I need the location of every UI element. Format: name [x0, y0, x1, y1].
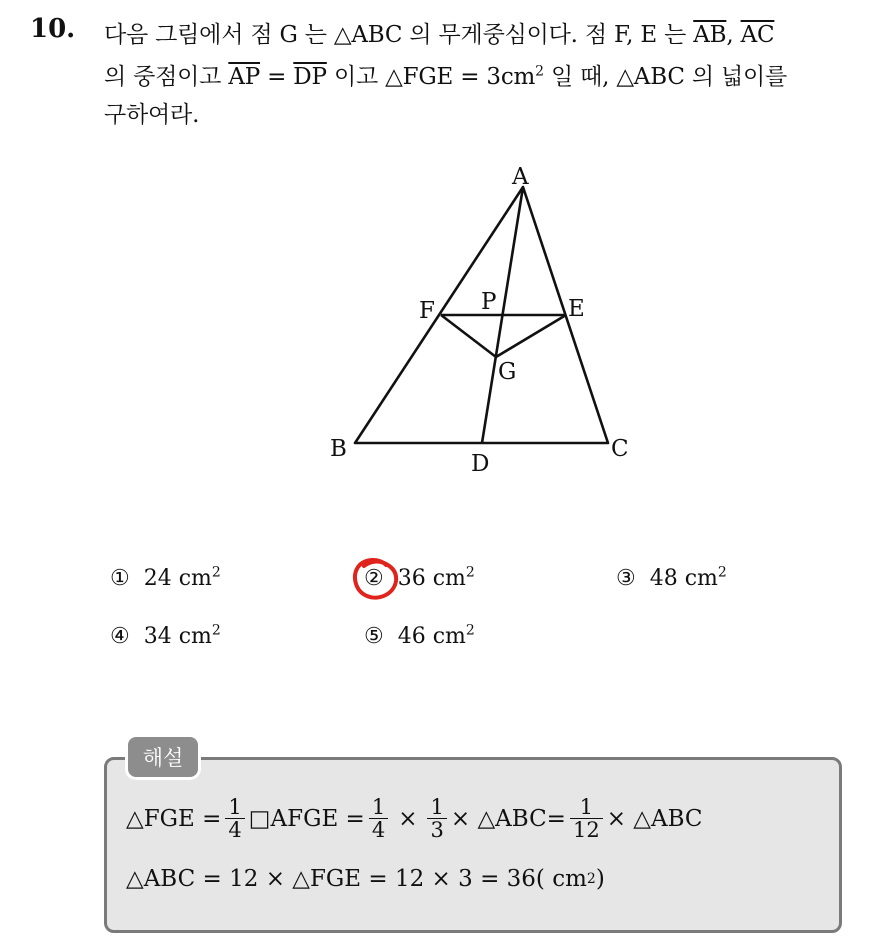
fraction-1-3: $\frac{1}{3}$: [427, 796, 446, 841]
segment-ap: $\overline{AP}$: [228, 64, 260, 90]
fraction-1-4: $\frac{1}{4}$: [369, 796, 388, 841]
question-text: 의 중점이고: [104, 64, 229, 90]
choice-value-4: 34 $cm^2$: [143, 622, 221, 649]
question-line-1: [104, 16, 774, 49]
choice-3[interactable]: [616, 566, 727, 591]
choice-marker-5: ⑤: [364, 624, 384, 649]
solution-text: △FGE =: [126, 805, 222, 832]
closing-paren: ): [595, 866, 605, 892]
choice-value-5: 46 $cm^2$: [397, 622, 475, 649]
question-text: 이고 △FGE = 3cm: [326, 64, 536, 90]
choice-value-2: 36 $cm^2$: [397, 564, 475, 591]
segment-ab: $\overline{AB}$: [693, 22, 727, 48]
segment-ac: $\overline{AC}$: [740, 22, 775, 48]
fraction-1-4: $\frac{1}{4}$: [225, 796, 244, 841]
answer-circle-mark: [350, 555, 402, 603]
choice-5[interactable]: [364, 624, 475, 649]
label-d: D: [471, 451, 490, 477]
label-c: C: [611, 436, 629, 462]
choice-4[interactable]: [110, 624, 221, 649]
question-text: ,: [726, 22, 741, 48]
label-g: G: [498, 359, 517, 385]
choice-marker-3: ③: [616, 566, 636, 591]
solution-tag: 해설: [128, 737, 198, 777]
label-e: E: [568, 296, 585, 322]
segment-dp: $\overline{DP}$: [293, 64, 327, 90]
label-b: B: [330, 436, 347, 462]
choice-value-3: 48 $cm^2$: [649, 564, 727, 591]
choice-marker-4: ④: [110, 624, 130, 649]
question-number: 10.: [30, 14, 76, 44]
solution-line-2: △ABC = 12 × △FGE = 12 × 3 = 36( cm 2 ): [126, 866, 605, 892]
solution-text: × △ABC=: [450, 805, 566, 832]
segments-fg-ge: [441, 315, 566, 357]
solution-text: △ABC = 12 × △FGE = 12 × 3 = 36( cm: [126, 866, 587, 892]
solution-box: [104, 757, 842, 933]
choice-1[interactable]: [110, 566, 221, 591]
choice-marker-1: ①: [110, 566, 130, 591]
label-p: P: [481, 289, 497, 315]
question-text: 일 때, △ABC 의 넓이를: [543, 64, 788, 90]
times-sign: ×: [398, 805, 418, 832]
question-text: 다음 그림에서 점 G 는 △ABC 의 무게중심이다. 점 F, E 는: [104, 22, 694, 48]
label-f: F: [419, 298, 435, 324]
exponent: 2: [535, 63, 544, 80]
solution-text: × △ABC: [606, 805, 703, 832]
question-line-2: [104, 58, 787, 91]
choice-marker-2: ②: [364, 566, 384, 591]
solution-line-1: [126, 796, 703, 841]
label-a: A: [512, 164, 529, 190]
equals-sign: =: [260, 64, 294, 90]
choice-value-1: 24 $cm^2$: [143, 564, 221, 591]
triangle-figure: [320, 150, 640, 480]
solution-text: □AFGE =: [248, 805, 365, 832]
question-line-3: 구하여라.: [104, 102, 200, 128]
fraction-1-12: $\frac{1}{12}$: [570, 796, 603, 841]
